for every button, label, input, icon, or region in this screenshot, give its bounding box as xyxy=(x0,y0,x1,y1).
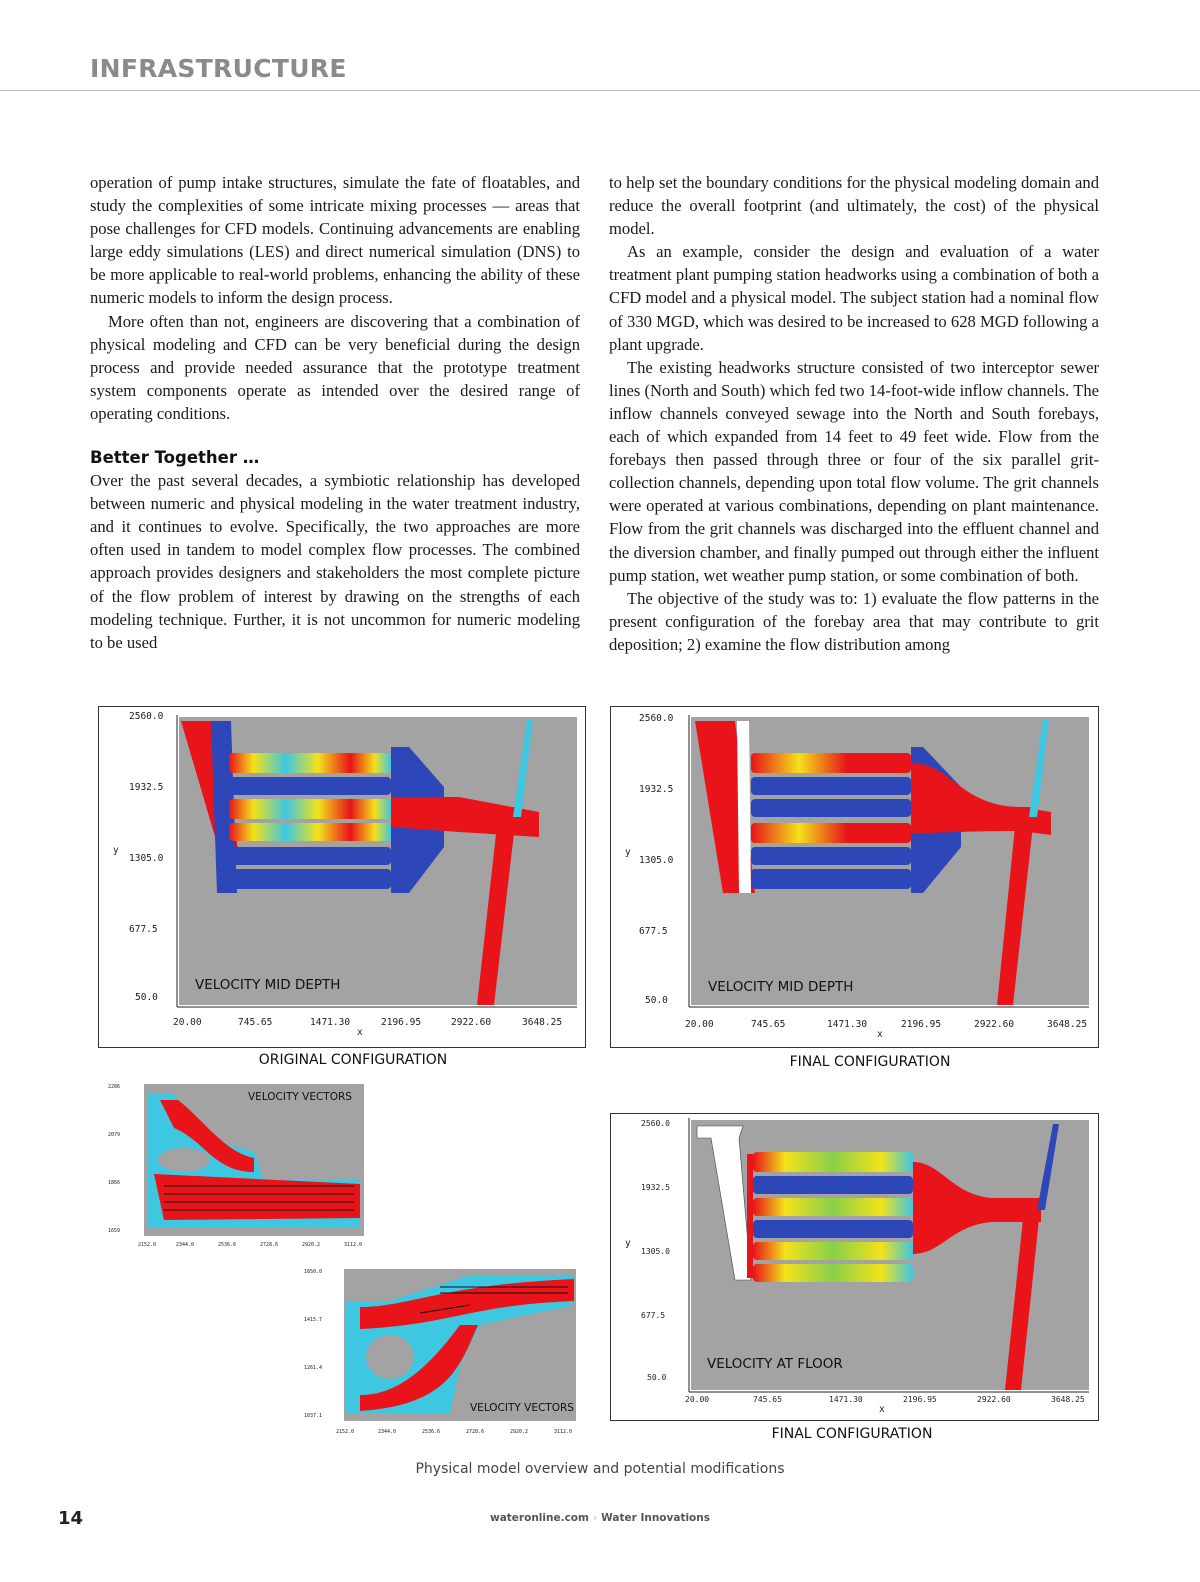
figure-caption: Physical model overview and potential modifications xyxy=(415,1461,785,1477)
y-tick-label: 2560.0 xyxy=(129,711,164,722)
y-axis-label: y xyxy=(625,1238,631,1249)
x-tick-label: 1471.30 xyxy=(829,1395,863,1404)
grit-channel xyxy=(229,823,391,841)
y-tick-label: 677.5 xyxy=(641,1311,666,1320)
x-tick-label: 2922.60 xyxy=(977,1395,1011,1404)
paragraph: The objective of the study was to: 1) evaluate the flow patterns in the present configuration of the forebay area that may contribute to grit deposition; 2) examine the flow distribution among xyxy=(609,588,1099,654)
y-tick-label: 1866 xyxy=(108,1180,121,1186)
subheading: Better Together … xyxy=(90,448,260,468)
x-tick-label: 3112.0 xyxy=(344,1242,363,1248)
x-tick-label: 3648.25 xyxy=(1051,1395,1085,1404)
x-tick-label: 2344.0 xyxy=(176,1242,195,1248)
grit-channel xyxy=(751,823,911,843)
y-tick-label: 1932.5 xyxy=(129,782,164,793)
grit-channel xyxy=(229,753,391,773)
paragraph: The existing headworks structure consisted of two interceptor sewer lines (North and South) which fed two 14-foot-wide inflow channels. The inflow channels conveyed sewage into the North and South forebays, each of which expanded from 14 feet to 49 feet wide. Flow from the forebays then passed through three or four of the six parallel grit-collection channels, depending upon total flow volume. The grit channels were operated at various combinations, depending on plant maintenance. Flow from the grit channels was discharged into the effluent channel and the diversion chamber, and finally pumped out through either the influent pump station, wet weather pump station, or some combination of both. xyxy=(609,357,1099,585)
grit-channel xyxy=(229,847,391,865)
x-tick-label: 2920.2 xyxy=(302,1242,321,1248)
y-axis-label: y xyxy=(113,845,119,856)
y-tick-label: 1932.5 xyxy=(639,784,674,795)
x-tick-label: 2728.6 xyxy=(466,1429,485,1435)
y-tick-label: 50.0 xyxy=(647,1373,667,1382)
y-tick-label: 50.0 xyxy=(645,995,668,1006)
paragraph: Over the past several decades, a symbiotic relationship has developed between numeric and physical modeling in the water treatment industry, and it continues to evolve. Specifically, the two approaches are more often used in tandem to model complex flow processes. The combined approach provides designers and stakeholders the most complete picture of the flow problem of interest by drawing on the strengths of each modeling technique. Further, it is not uncommon for numeric modeling to be used xyxy=(90,471,580,652)
x-tick-label: 3648.25 xyxy=(1047,1019,1088,1030)
x-axis-label: x xyxy=(877,1029,883,1040)
grit-channel xyxy=(753,1176,913,1194)
y-tick-label: 2286 xyxy=(108,1084,121,1090)
y-tick-label: 1650.0 xyxy=(304,1269,323,1275)
y-tick-label: 1415.7 xyxy=(304,1317,323,1323)
grit-channel xyxy=(751,799,911,817)
x-tick-label: 2922.60 xyxy=(974,1019,1015,1030)
paragraph: As an example, consider the design and evaluation of a water treatment plant pumping station headworks using a combination of both a CFD model and a physical model. The subject station had a nominal flow of 330 MGD, which was desired to be increased to 628 MGD following a plant upgrade. xyxy=(609,242,1099,354)
x-tick-label: 2536.6 xyxy=(218,1242,237,1248)
figure-velocity-vectors-top xyxy=(104,1080,374,1250)
x-axis-label: x xyxy=(357,1027,363,1038)
x-tick-label: 2196.95 xyxy=(901,1019,942,1030)
y-tick-label: 2079 xyxy=(108,1132,121,1138)
plot-label: VELOCITY VECTORS xyxy=(470,1402,574,1414)
x-tick-label: 1471.30 xyxy=(310,1017,351,1028)
figure-original-velocity-mid-depth xyxy=(98,706,586,1048)
section-label: INFRASTRUCTURE xyxy=(90,54,347,83)
plot-label: VELOCITY AT FLOOR xyxy=(707,1356,843,1372)
grit-channel xyxy=(751,847,911,865)
baffle xyxy=(747,1154,753,1278)
figure-caption-final-mid: FINAL CONFIGURATION xyxy=(789,1054,951,1070)
island xyxy=(366,1335,414,1379)
grit-channel xyxy=(229,777,391,795)
grit-channel xyxy=(753,1220,913,1238)
grit-channel xyxy=(753,1264,913,1282)
figure-caption-original: ORIGINAL CONFIGURATION xyxy=(258,1052,448,1068)
y-tick-label: 1037.1 xyxy=(304,1413,323,1419)
y-tick-label: 1305.0 xyxy=(129,853,164,864)
x-tick-label: 3112.0 xyxy=(554,1429,573,1435)
paragraph: More often than not, engineers are discovering that a combination of physical modeling and CFD can be very beneficial during the design process and provide needed assurance that the prototype treatment system components operate as intended over the desired range of operating conditions. xyxy=(90,311,580,423)
x-tick-label: 2196.95 xyxy=(381,1017,422,1028)
y-axis-label: y xyxy=(625,847,631,858)
y-tick-label: 1305.0 xyxy=(639,855,674,866)
plot-label: VELOCITY MID DEPTH xyxy=(708,979,854,995)
y-tick-label: 677.5 xyxy=(129,924,158,935)
x-tick-label: 20.00 xyxy=(173,1017,202,1028)
grit-channel xyxy=(751,753,911,773)
y-tick-label: 677.5 xyxy=(639,926,668,937)
x-tick-label: 2920.2 xyxy=(510,1429,529,1435)
figure-caption-final-floor: FINAL CONFIGURATION xyxy=(771,1426,933,1442)
footer-site-link[interactable]: wateronline.com xyxy=(490,1512,589,1524)
figure-final-velocity-at-floor xyxy=(610,1113,1099,1421)
x-tick-label: 2728.6 xyxy=(260,1242,279,1248)
x-tick-label: 1471.30 xyxy=(827,1019,868,1030)
paragraph: operation of pump intake structures, simulate the fate of floatables, and study the complexities of some intricate mixing processes — areas that pose challenges for CFD models. Continuing advancements are enabling large eddy simulations (LES) and direct numerical simulation (DNS) to be more applicable to real-world problems, enhancing the ability of these numeric models to inform the design process. xyxy=(90,173,580,308)
paragraph: to help set the boundary conditions for the physical modeling domain and reduce the overall footprint (and ultimately, the cost) of the physical model. xyxy=(609,173,1099,239)
left-column xyxy=(90,171,580,654)
x-tick-label: 745.65 xyxy=(751,1019,786,1030)
grit-channel xyxy=(229,869,391,889)
x-tick-label: 2152.0 xyxy=(138,1242,157,1248)
footer-publication: Water Innovations xyxy=(601,1512,710,1524)
right-column xyxy=(609,171,1099,656)
page-number: 14 xyxy=(58,1508,84,1529)
grit-channel xyxy=(753,1152,913,1172)
grit-channel xyxy=(751,777,911,795)
x-tick-label: 2152.0 xyxy=(336,1429,355,1435)
figure-velocity-vectors-bottom xyxy=(300,1265,590,1441)
grit-channel xyxy=(751,869,911,889)
y-tick-label: 2560.0 xyxy=(641,1119,670,1128)
x-tick-label: 2344.0 xyxy=(378,1429,397,1435)
forebay-wall xyxy=(737,721,751,893)
y-tick-label: 1659 xyxy=(108,1228,121,1234)
x-tick-label: 2196.95 xyxy=(903,1395,937,1404)
figure-final-velocity-mid-depth xyxy=(610,706,1099,1048)
x-tick-label: 3648.25 xyxy=(522,1017,563,1028)
y-tick-label: 1932.5 xyxy=(641,1183,670,1192)
x-tick-label: 2922.60 xyxy=(451,1017,492,1028)
x-axis-label: x xyxy=(879,1404,885,1415)
y-tick-label: 1261.4 xyxy=(304,1365,323,1371)
footer-separator: › xyxy=(592,1512,598,1524)
x-tick-label: 20.00 xyxy=(685,1395,710,1404)
y-tick-label: 50.0 xyxy=(135,992,158,1003)
y-tick-label: 2560.0 xyxy=(639,713,674,724)
x-tick-label: 745.65 xyxy=(238,1017,273,1028)
grit-channel xyxy=(753,1198,913,1216)
footer xyxy=(0,1512,1200,1524)
grit-channel xyxy=(753,1242,913,1260)
island xyxy=(158,1148,210,1172)
plot-label: VELOCITY VECTORS xyxy=(248,1091,352,1103)
plot-label: VELOCITY MID DEPTH xyxy=(195,977,341,993)
x-tick-label: 2536.6 xyxy=(422,1429,441,1435)
x-tick-label: 20.00 xyxy=(685,1019,714,1030)
grit-channel xyxy=(229,799,391,819)
y-tick-label: 1305.0 xyxy=(641,1247,670,1256)
x-tick-label: 745.65 xyxy=(753,1395,782,1404)
header-rule xyxy=(0,90,1200,91)
